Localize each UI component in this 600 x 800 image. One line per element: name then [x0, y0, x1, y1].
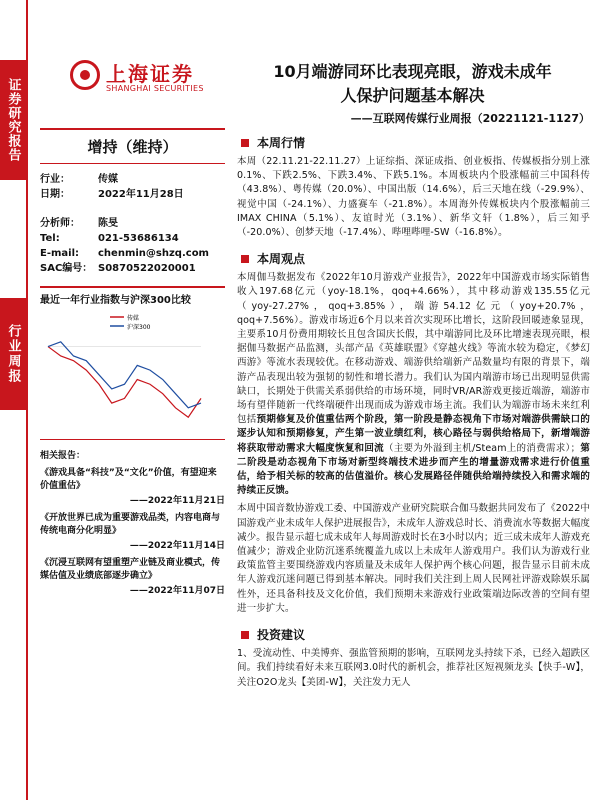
section-square-icon [241, 255, 249, 263]
analyst-row-sac [40, 261, 225, 276]
sidebar-category-label: 行业周报 [0, 298, 26, 410]
legend-label-1: 沪深300 [127, 324, 151, 331]
info-value[interactable]: chenmin@shzq.com [98, 248, 209, 259]
chart-title: 最近一年行业指数与沪深300比较 [40, 295, 191, 306]
sidebar-report-type-label: 证券研究报告 [0, 60, 26, 180]
related-reports-title: 相关报告： [40, 451, 86, 461]
info-key: Tel: [40, 233, 60, 244]
section-title: 本周行情 [257, 136, 306, 150]
section-weekly-view [237, 246, 590, 271]
company-logo [70, 58, 220, 98]
analyst-block [40, 202, 225, 276]
logo-en-text: SHANGHAI SECURITIES [106, 84, 204, 93]
index-chart-box [40, 286, 225, 440]
info-key: 日期： [40, 189, 70, 200]
info-key: 行业： [40, 174, 70, 185]
section-investment-advice [237, 622, 590, 647]
info-row-date [40, 187, 225, 202]
info-value: 2022年11月28日 [98, 189, 184, 200]
series-line-0 [48, 347, 201, 418]
chart-divider-bottom [40, 439, 225, 440]
logo-mark-icon [70, 60, 100, 90]
info-block [40, 164, 225, 202]
report-title-line1: 10月端游同环比表现亮眼，游戏未成年 [273, 62, 552, 81]
related-report-date: ——2022年11月14日 [129, 541, 225, 551]
sidebar [0, 0, 26, 800]
weekly-view-paragraph-2: 本周中国音数协游戏工委、中国游戏产业研究院联合伽马数据共同发布了《2022中国游戏产业未成年人保护进展报告》，未成年人游戏总时长、消费流水等数据大幅度减少。报告显示超七成未成年人每周游戏时长在3小时以内；近三成未成年人游戏充值减少；游戏企业防沉迷系统覆盖九成以上未成年人游戏用户。我们认为游戏行业政策监管主要围绕游戏内容质量及未成年人保护两个核心问题，报告显示目前未成年人游戏沉迷问题已得到基本解决。同时我们关注到上周人民网社评游戏除娱乐属性外，还具备科技及文化价值，我们预期未来游戏行业政策端边际改善的空间有望进一步扩大。 [237, 503, 590, 614]
weekly-market-text: 本周（22.11.21-22.11.27）上证综指、深证成指、创业板指、传媒板指分别上涨0.1%、下跌2.5%、下跌3.4%、下跌5.1%。本周板块内个股涨幅前三中国科传（43.8%）、粤传媒（20.0%）、中国出版（14.6%），后三天地在线（-29.9%）、视觉中国（-24.1%）、力盛赛车（-21.8%）。本周海外传媒板块内个股涨幅前三IMAX CHINA（5.1%）、友谊时光（3.1%）、新华文轩（1.8%），后三知乎（-20.0%）、创梦天地（-17.4%）、哔哩哔哩-SW（-16.8%）。 [237, 156, 590, 239]
info-value: 传媒 [98, 174, 118, 185]
rating-label: 增持（维持） [87, 138, 178, 156]
analyst-row-tel [40, 231, 225, 246]
info-value: 021-53686134 [98, 233, 179, 244]
related-report-date: ——2022年11月07日 [129, 586, 225, 596]
related-report-1[interactable] [40, 512, 225, 551]
section-title: 投资建议 [257, 628, 306, 643]
index-comparison-chart [40, 309, 225, 439]
info-key: SAC编号： [40, 263, 93, 274]
analyst-row-email [40, 246, 225, 261]
view-text: 本周伽马数据发布《2022年10月游戏产业报告》，2022年中国游戏市场实际销售收入197.68亿元（yoy-18.1%，qoq+4.66%），其中移动游戏135.55亿元（yoy-27.27%，qoq+3.85%），端游54.12亿元（yoy+20.7%，qoq+7.56%）。游戏市场近6个月以来首次实现环比增长，这阶段回暖迹象显现，主要系10月份费用期较长且包含国庆长假，其中端游同比及环比增速表现亮眼，根据伽马数据产品监测，头部产品《英雄联盟》《穿越火线》等流水较为稳定，《梦幻西游》等流水表现较优。在移动游戏、端游供给端新产品数量均有限的背景下，端游产品表现出较为强韧的韧性和增长潜力。我们认为国内端游市场已出现明显供需缺口，长期处于供需关系弱供给的市场环境，同时VR/AR游戏更接近端游，端游市场有望伴随新一代终端硬件出现而成为游戏市场主流。我们认为端游市场未来红利包括 [237, 272, 590, 426]
main-content [237, 130, 590, 690]
weekly-view-paragraph-1 [237, 271, 590, 498]
view-text-bold-2: 第二阶段是动态视角下市场对新型终端技术进步而产生的增量游戏需求进行价值重估，给予相关标的较高的估值溢价。核心发展路径伴随供给端持续投入和需求端的持续正反馈。 [237, 442, 590, 497]
logo-cn-text: 上海证券 [106, 62, 194, 86]
view-text-bold: 预期修复及价值重估两个阶段，第一阶段是静态视角下市场对端游供需缺口的逐步认知和预期修复，产生第一波业绩红利，核心路径与弱供给格局下，新增端游将获取带动需求大幅度恢复和回流 [237, 414, 590, 454]
related-report-text: 《开放世界已成为重要游戏品类，内容电商与传统电商分化明显》 [40, 513, 221, 536]
info-key: E-mail: [40, 248, 80, 259]
legend-label-0: 传媒 [127, 315, 140, 322]
analyst-row-name [40, 216, 225, 231]
info-key: 分析师： [40, 218, 80, 229]
report-title [235, 60, 590, 108]
related-report-text: 《沉浸互联网有望重塑产业链及商业模式，传媒估值及业绩底部逐步确立》 [40, 558, 221, 581]
section-square-icon [241, 631, 249, 639]
related-report-2[interactable] [40, 557, 225, 596]
related-report-date: ——2022年11月21日 [129, 496, 225, 506]
info-value: S0870522020001 [98, 263, 196, 274]
investment-advice-text: 1、受流动性、中美博弈、强监管预期的影响，互联网龙头持续下杀，已经入超跌区间。我们持续看好未来互联网3.0时代的新机会，推荐社区短视频龙头【快手-W】，关注O2O龙头【美团-W】，关注发力无人 [237, 648, 590, 688]
related-report-0[interactable] [40, 467, 225, 506]
section-title: 本周观点 [257, 252, 306, 267]
view-text-tail: （主要为外溢到主机/Steam上的消费需求）； [383, 442, 581, 454]
left-panel [40, 128, 225, 596]
report-title-line2: 人保护问题基本解决 [340, 86, 485, 105]
section-weekly-market [237, 130, 590, 155]
info-value: 陈旻 [98, 218, 118, 229]
related-report-text: 《游戏具备“科技”及“文化”价值，有望迎来价值重估》 [40, 468, 217, 491]
report-subtitle: ——互联网传媒行业周报（20221121-1127） [350, 112, 590, 125]
info-row-industry [40, 172, 225, 187]
section-square-icon [241, 139, 249, 147]
sidebar-divider [26, 0, 28, 800]
